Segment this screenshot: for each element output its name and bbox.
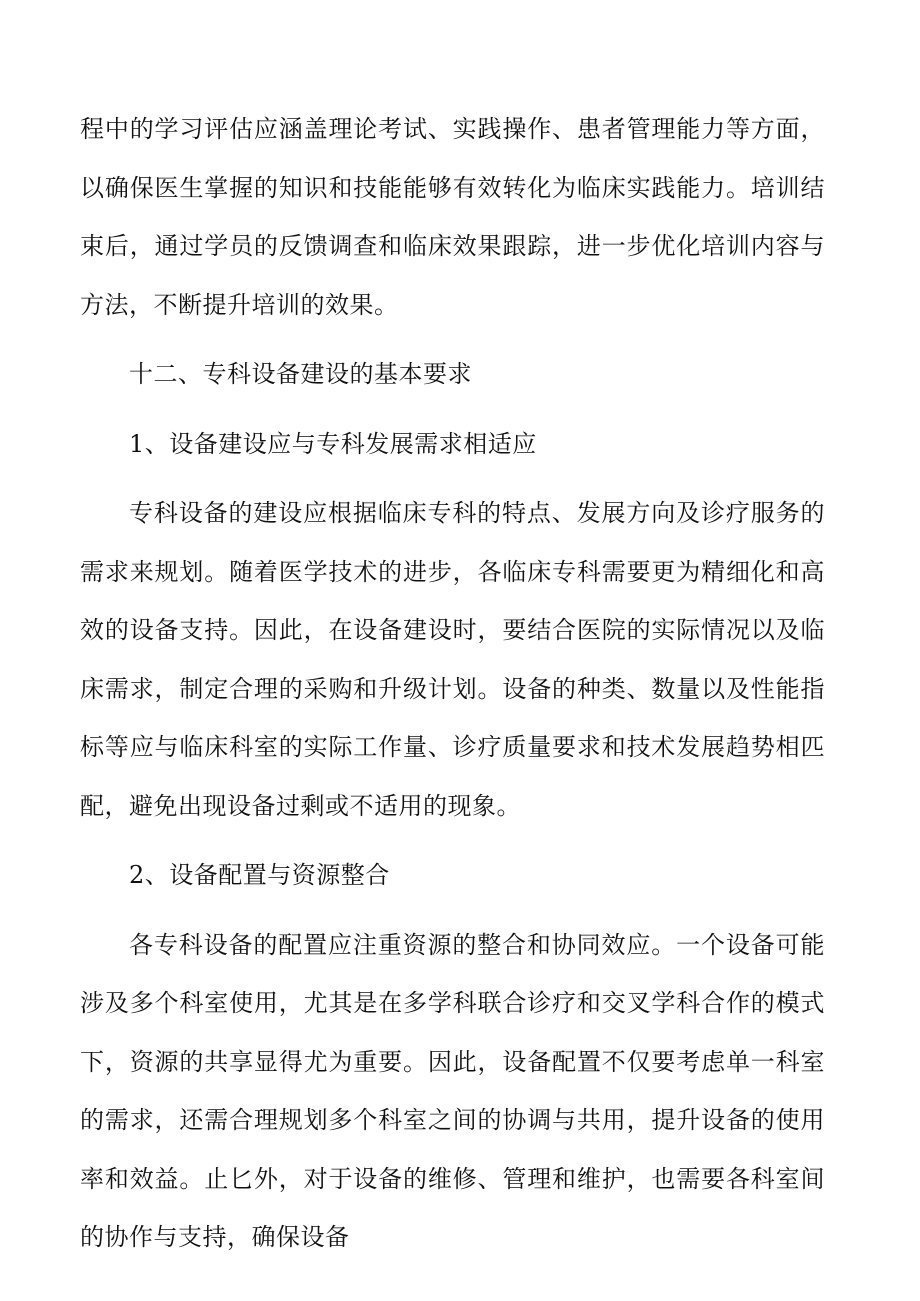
document-body [80, 100, 825, 1278]
subheading-2: 2、设备配置与资源整合 [129, 861, 390, 889]
paragraph-intro: 程中的学习评估应涵盖理论考试、实践操作、患者管理能力等方面，以确保医生掌握的知识和技能能够有效转化为临床实践能力。培训结束后，通过学员的反馈调查和临床效果跟踪，进一步优化培训内容与方法，不断提升培训的效果。 [80, 115, 825, 319]
paragraph-1: 专科设备的建设应根据临床专科的特点、发展方向及诊疗服务的需求来规划。随着医学技术的进步，各临床专科需要更为精细化和高效的设备支持。因此，在设备建设时，要结合医院的实际情况以及临床需求，制定合理的采购和升级计划。设备的种类、数量以及性能指标等应与临床科室的实际工作量、诊疗质量要求和技术发展趋势相匹配，避免出现设备过剩或不适用的现象。 [80, 499, 825, 820]
subheading-1: 1、设备建设应与专科发展需求相适应 [129, 429, 537, 458]
section-heading: 十二、专科设备建设的基本要求 [129, 360, 472, 388]
paragraph-2: 各专科设备的配置应注重资源的整合和协同效应。一个设备可能涉及多个科室使用，尤其是在多学科联合诊疗和交叉学科合作的模式下，资源的共享显得尤为重要。因此，设备配置不仅要考虑单一科室的需求，还需合理规划多个科室之间的协调与共用，提升设备的使用率和效益。止匕外，对于设备的维修、管理和维护，也需要各科室间的协作与支持，确保设备 [80, 930, 825, 1251]
